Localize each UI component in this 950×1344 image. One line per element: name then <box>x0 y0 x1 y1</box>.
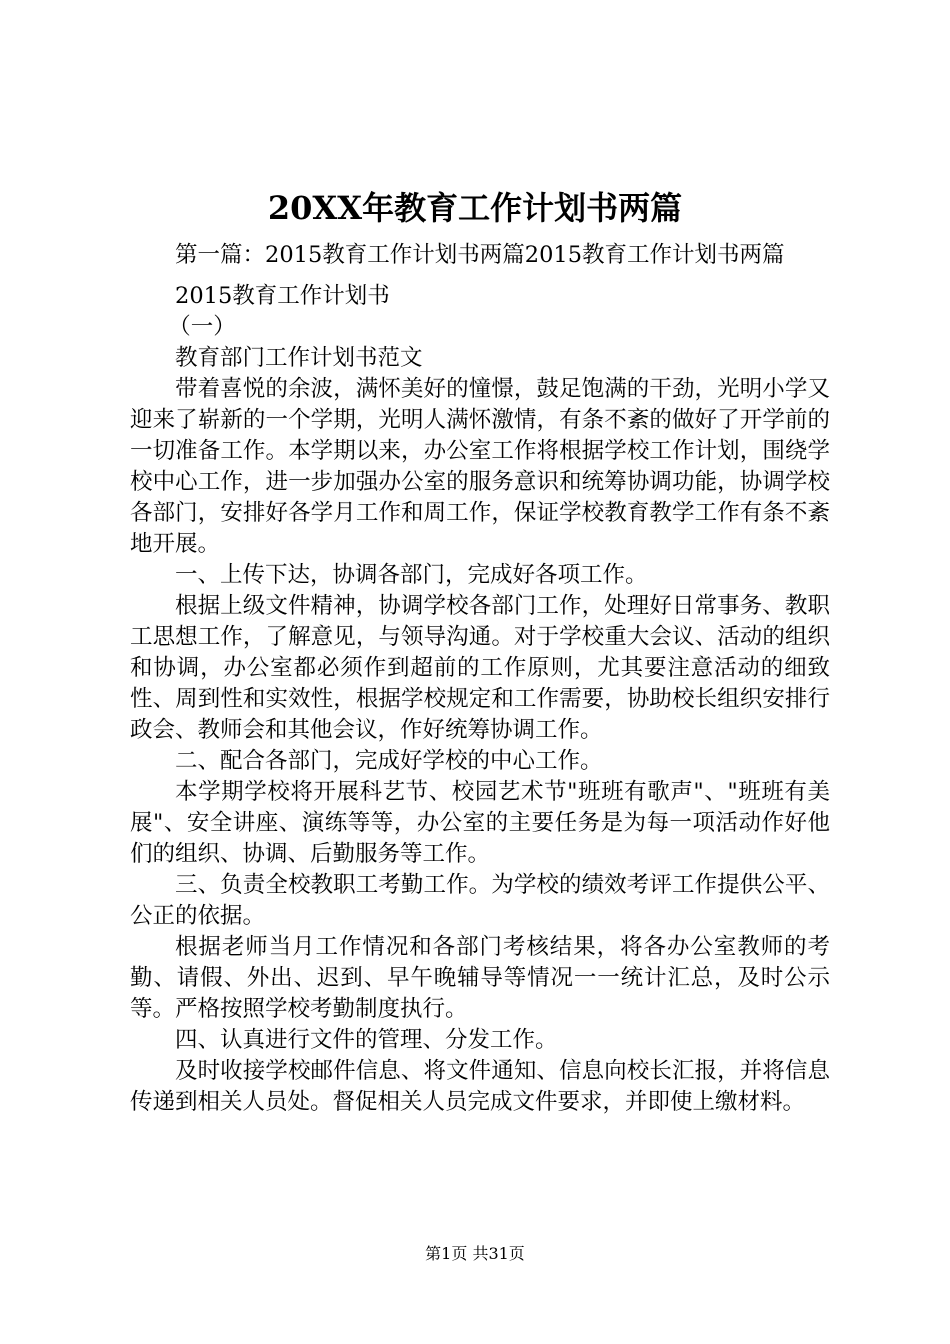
paragraph-2: 2015教育工作计划书 <box>175 283 390 309</box>
paragraph-1: 第一篇：2015教育工作计划书两篇2015教育工作计划书两篇 <box>175 242 785 268</box>
page-footer: 第1页 共31页 <box>425 1244 525 1263</box>
paragraph-11: 根据老师当月工作情况和各部门考核结果，将各办公室教师的考勤、请假、外出、迟到、早午晚辅导等情况一一统计汇总，及时公示等。严格按照学校考勤制度执行。 <box>130 934 830 1022</box>
paragraph-6: 一、上传下达，协调各部门，完成好各项工作。 <box>175 562 648 588</box>
paragraph-8: 二、配合各部门，完成好学校的中心工作。 <box>175 748 603 774</box>
paragraph-7: 根据上级文件精神，协调学校各部门工作，处理好日常事务、教职工思想工作，了解意见，与领导沟通。对于学校重大会议、活动的组织和协调，办公室都必须作到超前的工作原则，尤其要注意活动的细致性、周到性和实效性，根据学校规定和工作需要，协助校长组织安排行政会、教师会和其他会议，作好统筹协调工作。 <box>130 593 830 743</box>
paragraph-13: 及时收接学校邮件信息、将文件通知、信息向校长汇报，并将信息传递到相关人员处。督促相关人员完成文件要求，并即使上缴材料。 <box>130 1058 830 1115</box>
paragraph-5: 带着喜悦的余波，满怀美好的憧憬，鼓足饱满的干劲，光明小学又迎来了崭新的一个学期，光明人满怀激情，有条不紊的做好了开学前的一切准备工作。本学期以来，办公室工作将根据学校工作计划，围绕学校中心工作，进一步加强办公室的服务意识和统筹协调功能，协调学校各部门，安排好各学月工作和周工作，保证学校教育教学工作有条不紊地开展。 <box>130 376 830 557</box>
paragraph-4: 教育部门工作计划书范文 <box>175 345 423 371</box>
document-title: 20XX年教育工作计划书两篇 <box>267 189 683 227</box>
document-body <box>130 240 830 1118</box>
paragraph-10: 三、负责全校教职工考勤工作。为学校的绩效考评工作提供公平、公正的依据。 <box>130 872 830 929</box>
paragraph-12: 四、认真进行文件的管理、分发工作。 <box>175 1027 558 1053</box>
paragraph-3: （一） <box>168 314 236 340</box>
paragraph-9: 本学期学校将开展科艺节、校园艺术节"班班有歌声"、"班班有美展"、安全讲座、演练等等，办公室的主要任务是为每一项活动作好他们的组织、协调、后勤服务等工作。 <box>130 779 830 867</box>
